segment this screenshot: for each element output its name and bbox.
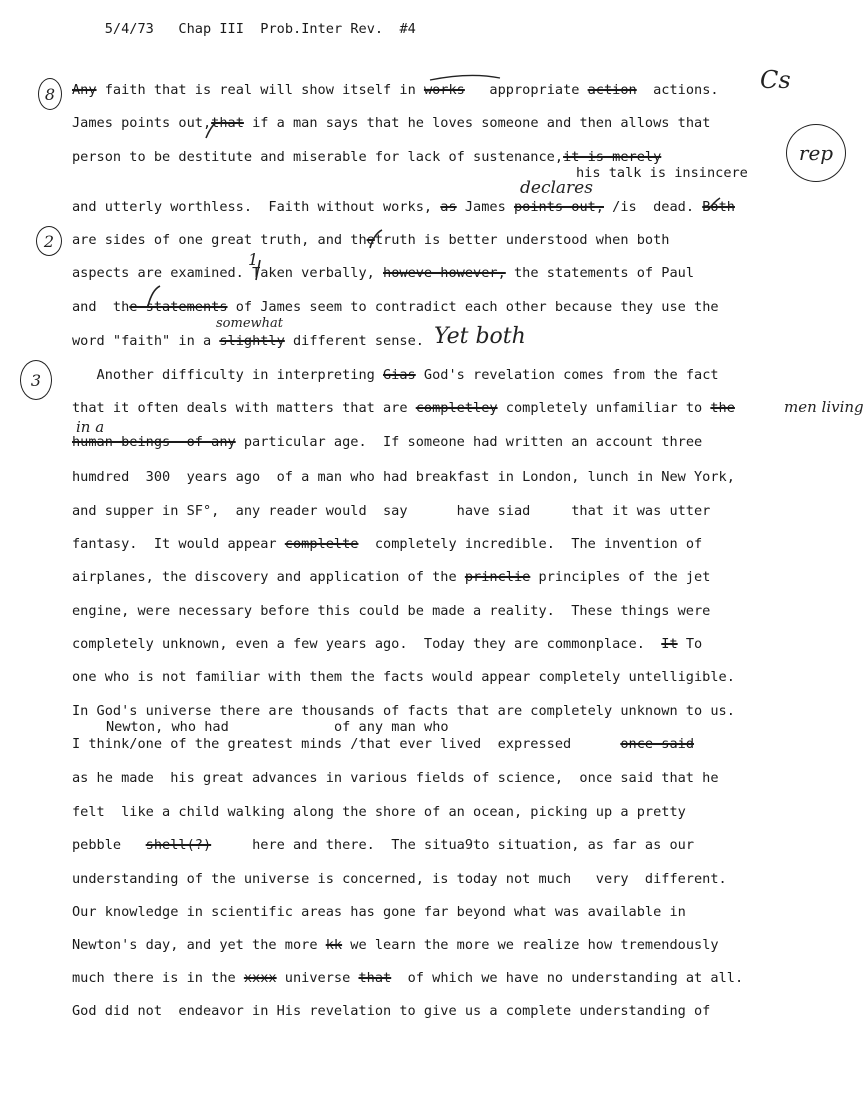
page-header bbox=[72, 2, 416, 56]
text-line-22: felt like a child walking along the shore of an ocean, picking up a pretty bbox=[72, 804, 686, 820]
text-line-6: aspects are examined. Taken verbally, howeve however, the statements of Paul bbox=[72, 265, 695, 281]
text-line-21: as he made his great advances in various fields of science, once said that he bbox=[72, 770, 719, 786]
header-chapter: Chap bbox=[178, 21, 212, 37]
header-topic: Prob.Inter bbox=[260, 21, 343, 37]
text-line-13: and supper in SF°, any reader would say have siad that it was utter bbox=[72, 503, 711, 519]
text-line-5: are sides of one great truth, and thetruth is better understood when both bbox=[72, 232, 670, 248]
text-line-3: person to be destitute and miserable for lack of sustenance,it is merely bbox=[72, 149, 662, 165]
header-date: 5/4/73 bbox=[104, 21, 154, 37]
paragraph-number-8: 8 bbox=[38, 78, 62, 110]
right-margin-note: rep bbox=[786, 124, 846, 182]
text-line-28: God did not endeavor in His revelation to give us a complete understanding of bbox=[72, 1003, 711, 1019]
header-chapter-no: III bbox=[219, 21, 244, 37]
text-line-25: Our knowledge in scientific areas has gone far beyond what was available in bbox=[72, 904, 686, 920]
text-line-15: airplanes, the discovery and application of the princlie principles of the jet bbox=[72, 569, 711, 585]
text-line-1: Any faith that is real will show itself in works appropriate action actions. bbox=[72, 82, 719, 98]
handwritten-in-a: in a bbox=[76, 418, 105, 436]
text-line-16: engine, were necessary before this could be made a reality. These things were bbox=[72, 603, 711, 619]
paragraph-number-2: 2 bbox=[36, 226, 62, 256]
text-line-19: In God's universe there are thousands of facts that are completely unknown to us. bbox=[72, 703, 735, 719]
pen-underline-1 bbox=[430, 75, 500, 80]
header-rev: Rev. bbox=[350, 21, 384, 37]
handwritten-yet-both: Yet both bbox=[434, 324, 526, 349]
text-line-23: pebble shell(?) here and there. The situa9to situation, as far as our bbox=[72, 837, 695, 853]
text-line-14: fantasy. It would appear complelte completely incredible. The invention of bbox=[72, 536, 703, 552]
text-line-11: human beings of any particular age. If someone had written an account three bbox=[72, 434, 703, 450]
handwritten-declares: declares bbox=[520, 178, 593, 198]
text-line-4: and utterly worthless. Faith without works, as James points out, /is dead. Both bbox=[72, 199, 735, 215]
text-line-10: that it often deals with matters that are completley completely unfamiliar to the bbox=[72, 400, 735, 416]
header-rev-no: #4 bbox=[399, 21, 416, 37]
text-line-24: understanding of the universe is concerned, is today not much very different. bbox=[72, 871, 727, 887]
top-right-mark: Cs bbox=[760, 66, 791, 94]
text-line-7: and the statements of James seem to contradict each other because they use the bbox=[72, 299, 719, 315]
text-line-3-insert: his talk is insincere bbox=[576, 165, 748, 181]
paragraph-mark: 1 bbox=[248, 250, 259, 269]
paragraph-number-3: 3 bbox=[20, 360, 52, 400]
text-line-2: James points out,that if a man says that he loves someone and then allows that bbox=[72, 115, 711, 131]
text-line-18: one who is not familiar with them the facts would appear completely untelligible. bbox=[72, 669, 735, 685]
text-line-20: I think/one of the greatest minds /that ever lived expressed once said bbox=[72, 736, 695, 752]
text-line-17: completely unknown, even a few years ago. Today they are commonplace. It To bbox=[72, 636, 703, 652]
text-line-12: humdred 300 years ago of a man who had breakfast in London, lunch in New York, bbox=[72, 469, 735, 485]
text-line-26: Newton's day, and yet the more kk we learn the more we realize how tremendously bbox=[72, 937, 719, 953]
text-line-8: word "faith" in a slightly different sense. bbox=[72, 333, 424, 349]
text-line-9: Another difficulty in interpreting Gias God's revelation comes from the fact bbox=[72, 367, 719, 383]
text-line-27: much there is in the xxxx universe that of which we have no understanding at all. bbox=[72, 970, 744, 986]
text-line-20-insert-a: Newton, who had bbox=[106, 719, 229, 735]
handwritten-men-living: men living bbox=[784, 398, 864, 416]
text-line-20-insert-b: of any man who bbox=[334, 719, 449, 735]
handwritten-somewhat: somewhat bbox=[216, 316, 283, 331]
